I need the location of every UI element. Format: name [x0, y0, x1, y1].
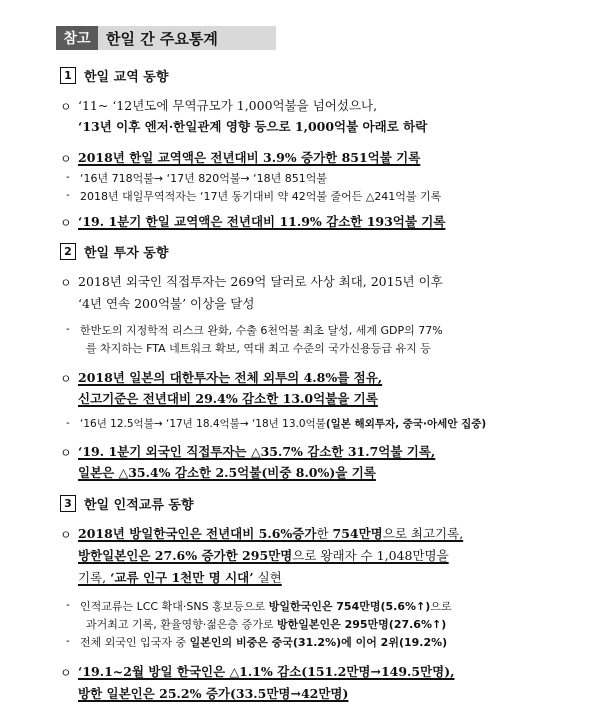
paragraph-line: 2018년 일본의 대한투자는 전체 외투의 4.8%를 점유, [78, 370, 383, 385]
text-bold: 방일한국인은 754만명(5.6%↑) [268, 600, 431, 613]
paragraph-line [78, 524, 463, 542]
text-plain: 한 [316, 526, 333, 541]
bullet-marker: ㅇ [60, 666, 72, 680]
title-bar [56, 26, 276, 50]
bullet-marker: ㅇ [60, 446, 72, 460]
bullet-marker: ㅇ [60, 372, 72, 386]
section-2-heading [60, 242, 168, 261]
paragraph-line: ‘19. 1분기 외국인 직접투자는 △35.7% 감소한 31.7억불 기록, [78, 444, 436, 459]
text-plain: 으로 [430, 600, 452, 613]
paragraph-line: 신고기준은 전년대비 29.4% 감소한 13.0억불을 기록 [78, 391, 378, 406]
section-number-box: 3 [60, 495, 76, 512]
bullet-marker: ㅇ [60, 276, 72, 290]
page-title: 한일 간 주요통계 [98, 26, 276, 50]
dash-marker: - [66, 634, 70, 647]
bullet-marker: ㅇ [60, 528, 72, 542]
dash-marker: - [66, 322, 70, 335]
title-tag: 참고 [56, 26, 98, 50]
text-plain: 과거최고 기록, 환율영향·젊은층 증가로 [86, 618, 277, 631]
detail-plain: ‘16년 12.5억불→ ‘17년 18.4억불→ ‘18년 13.0억불 [80, 418, 326, 430]
dash-marker: - [66, 598, 70, 611]
text-plain: 기록, [78, 570, 111, 585]
bullet-marker: ㅇ [60, 216, 72, 230]
bullet-marker: ㅇ [60, 100, 72, 114]
section-number-box: 2 [60, 243, 76, 260]
detail-line [80, 416, 486, 431]
detail-line [80, 634, 447, 650]
detail-line: ‘16년 718억불→ ‘17년 820억불→ ‘18년 851억불 [80, 172, 328, 185]
paragraph-line: 방한 일본인은 25.2% 증가(33.5만명→42만명) [78, 686, 349, 701]
detail-line: 2018년 대일무역적자는 ‘17년 동기대비 약 42억불 줄어든 △241억불 기록 [80, 190, 442, 203]
detail-bold: (일본 해외투자, 중국·아세안 집중) [325, 418, 487, 430]
section-title: 한일 투자 동향 [84, 246, 169, 261]
text-plain: 전체 외국인 입국자 중 [80, 636, 190, 649]
text-plain: 인적교류는 LCC 확대·SNS 홍보등으로 [80, 600, 269, 613]
paragraph-line [78, 546, 449, 564]
section-number-box: 1 [60, 67, 76, 84]
paragraph-line: ‘4년 연속 200억불’ 이상을 달성 [78, 296, 255, 311]
text-bold: 일본인의 비중은 중국(31.2%)에 이어 2위(19.2%) [189, 636, 448, 649]
section-title: 한일 교역 동향 [84, 70, 169, 85]
paragraph-line: ‘13년 이후 엔저·한일관계 영향 등으로 1,000억불 아래로 하락 [78, 119, 428, 134]
text-plain: 실현 [253, 570, 282, 585]
dash-marker: - [66, 188, 70, 201]
text-bold: 방한일본인은 27.6% 증가한 295만명 [78, 548, 293, 563]
detail-line: 를 차지하는 FTA 네트워크 확보, 역대 최고 수준의 국가신용등급 유지 등 [86, 342, 431, 355]
section-title: 한일 인적교류 동향 [84, 498, 194, 513]
text-bold: 754만명 [332, 526, 383, 541]
paragraph-line: ‘11~ ‘12년도에 무역규모가 1,000억불을 넘어섰으나, [78, 98, 378, 113]
paragraph-line [78, 568, 282, 586]
text-plain: 으로 최고기록, [382, 526, 464, 541]
text-plain: 으로 왕래자 수 1,048만명을 [292, 548, 449, 563]
paragraph-line: 2018년 외국인 직접투자는 269억 달러로 사상 최대, 2015년 이후 [78, 274, 443, 289]
paragraph-line: 일본은 △35.4% 감소한 2.5억불(비중 8.0%)을 기록 [78, 465, 376, 480]
paragraph-line: ‘19. 1분기 한일 교역액은 전년대비 11.9% 감소한 193억불 기록 [78, 214, 446, 229]
dash-marker: - [66, 170, 70, 183]
paragraph-line: 2018년 한일 교역액은 전년대비 3.9% 증가한 851억불 기록 [78, 150, 421, 165]
section-1-heading [60, 66, 168, 85]
paragraph-line: ‘19.1~2월 방일 한국인은 △1.1% 감소(151.2만명→149.5만명), [78, 664, 455, 679]
bullet-marker: ㅇ [60, 152, 72, 166]
dash-marker: - [66, 416, 70, 429]
text-bold: 방한일본인은 295만명(27.6%↑) [277, 618, 447, 631]
detail-line: 한반도의 지정학적 리스크 완화, 수출 6천억불 최초 달성, 세계 GDP의 77% [80, 324, 443, 337]
text-bold: 2018년 방일한국인은 전년대비 5.6%증가 [78, 526, 317, 541]
section-3-heading [60, 494, 194, 513]
detail-line [86, 616, 446, 632]
text-bold: ‘교류 인구 1천만 명 시대’ [110, 570, 254, 585]
detail-line [80, 598, 452, 614]
